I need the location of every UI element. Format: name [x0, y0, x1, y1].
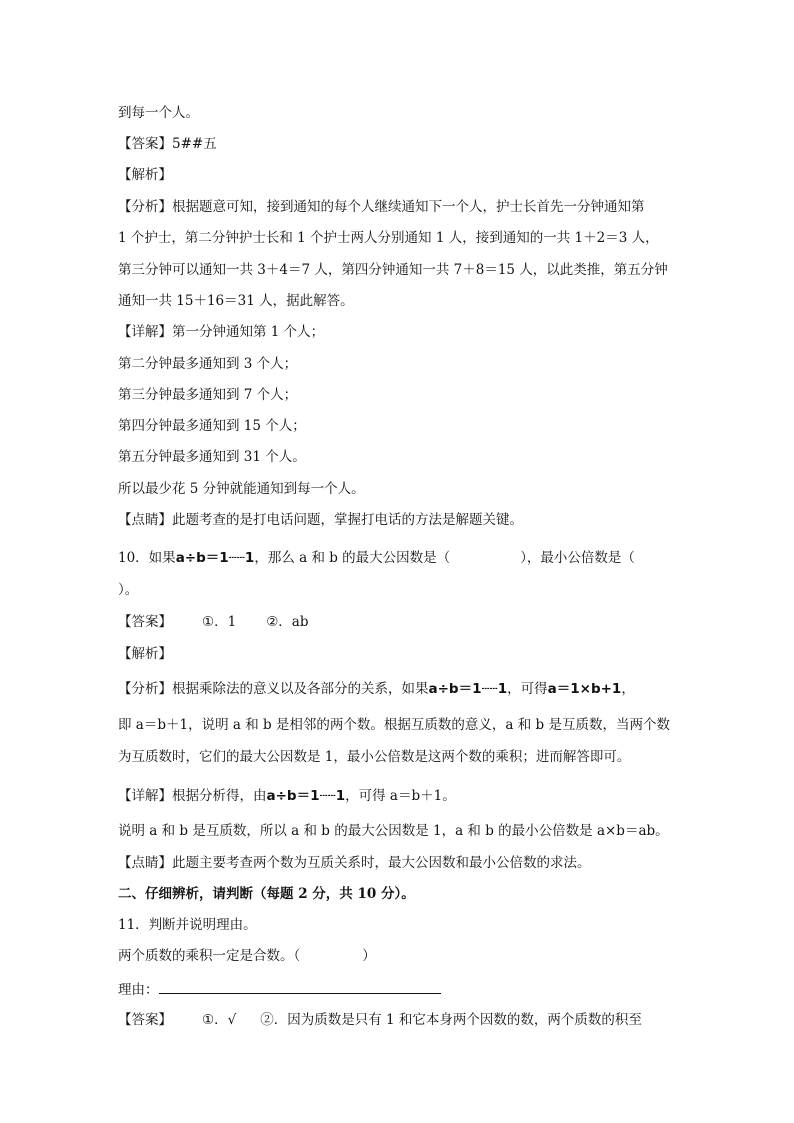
- text-line: 第四分钟最多通知到 15 个人；: [118, 418, 306, 434]
- answer-11: [118, 1011, 642, 1029]
- text-line: 为互质数时，它们的最大公因数是 1，最小公倍数是这两个数的乘积；进而解答即可。: [118, 749, 631, 765]
- question-text: ）: [362, 948, 376, 964]
- text-line: 到每一个人。: [118, 105, 199, 121]
- math-expression: a＝1×b+1: [547, 681, 622, 697]
- answer-10: [118, 613, 309, 631]
- analysis-heading: 【解析】: [118, 167, 172, 183]
- answer-item: ①．√: [202, 1012, 237, 1028]
- question-11: 11．判断并说明理由。: [118, 917, 257, 933]
- answer-label: 【答案】: [118, 1012, 172, 1028]
- reason-line: [118, 979, 441, 999]
- comment-line: 【点睛】此题考查的是打电话问题，掌握打电话的方法是解题关键。: [118, 512, 523, 528]
- text-line: 第三分钟可以通知一共 3＋4＝7 人，第四分钟通知一共 7＋8＝15 人，以此类推，第五分钟: [118, 262, 668, 278]
- text-line: 1 个护士，第二分钟护士长和 1 个护士两人分别通知 1 人，接到通知的一共 1＋2＝3 人，: [118, 230, 659, 246]
- answer-item: ②．因为质数是只有 1 和它本身两个因数的数，两个质数的积至: [260, 1012, 642, 1028]
- section-heading: 二、仔细辨析，请判断（每题 2 分，共 10 分）。: [118, 886, 415, 902]
- text-segment: 【详解】根据分析得，由: [118, 788, 267, 804]
- text-line: [118, 787, 456, 805]
- comment-line: 【点睛】此题主要考查两个数为互质关系时，最大公因数和最小公倍数的求法。: [118, 855, 591, 871]
- text-line: 所以最少花 5 分钟就能通知到每一个人。: [118, 481, 365, 497]
- question-text: ，那么 a 和 b 的最大公因数是（: [254, 550, 451, 566]
- text-line: 第五分钟最多通知到 31 个人。: [118, 449, 306, 465]
- text-line: 说明 a 和 b 是互质数，所以 a 和 b 的最大公因数是 1，a 和 b 的最小公倍数是 a×b＝ab。: [118, 823, 669, 839]
- reason-underline: [159, 979, 441, 994]
- question-number: 10．如果: [118, 550, 176, 566]
- text-segment: ，可得: [507, 681, 548, 697]
- text-segment: ，: [621, 681, 635, 697]
- text-line: 即 a＝b＋1，说明 a 和 b 是相邻的两个数。根据互质数的意义，a 和 b 是互质数，当两个数: [118, 717, 670, 733]
- question-10: [118, 549, 635, 567]
- math-expression: a÷b＝1┄┄1: [175, 550, 255, 566]
- text-line: [118, 680, 635, 698]
- text-line: 【详解】第一分钟通知第 1 个人；: [118, 324, 325, 340]
- answer-line: 【答案】5##五: [118, 136, 217, 152]
- answer-label: 【答案】: [118, 614, 172, 630]
- question-statement: [118, 947, 376, 965]
- math-expression: a÷b＝1┄┄1: [266, 788, 346, 804]
- question-text: ），最小公倍数是（: [520, 550, 635, 566]
- text-segment: 【分析】根据乘除法的意义以及各部分的关系，如果: [118, 681, 429, 697]
- math-expression: a÷b＝1┄┄1: [428, 681, 508, 697]
- answer-item: ①．1: [202, 614, 237, 630]
- question-10-continuation: ）。: [118, 582, 139, 598]
- answer-item: ②．ab: [266, 614, 309, 630]
- text-line: 第二分钟最多通知到 3 个人；: [118, 356, 298, 372]
- analysis-heading: 【解析】: [118, 646, 172, 662]
- text-line: 通知一共 15＋16＝31 人，据此解答。: [118, 293, 354, 309]
- text-segment: ，可得 a＝b＋1。: [345, 788, 456, 804]
- text-line: 第三分钟最多通知到 7 个人；: [118, 387, 298, 403]
- reason-label: 理由：: [118, 982, 159, 998]
- question-text: 两个质数的乘积一定是合数。（: [118, 948, 301, 964]
- text-line: 【分析】根据题意可知，接到通知的每个人继续通知下一个人，护士长首先一分钟通知第: [118, 199, 645, 215]
